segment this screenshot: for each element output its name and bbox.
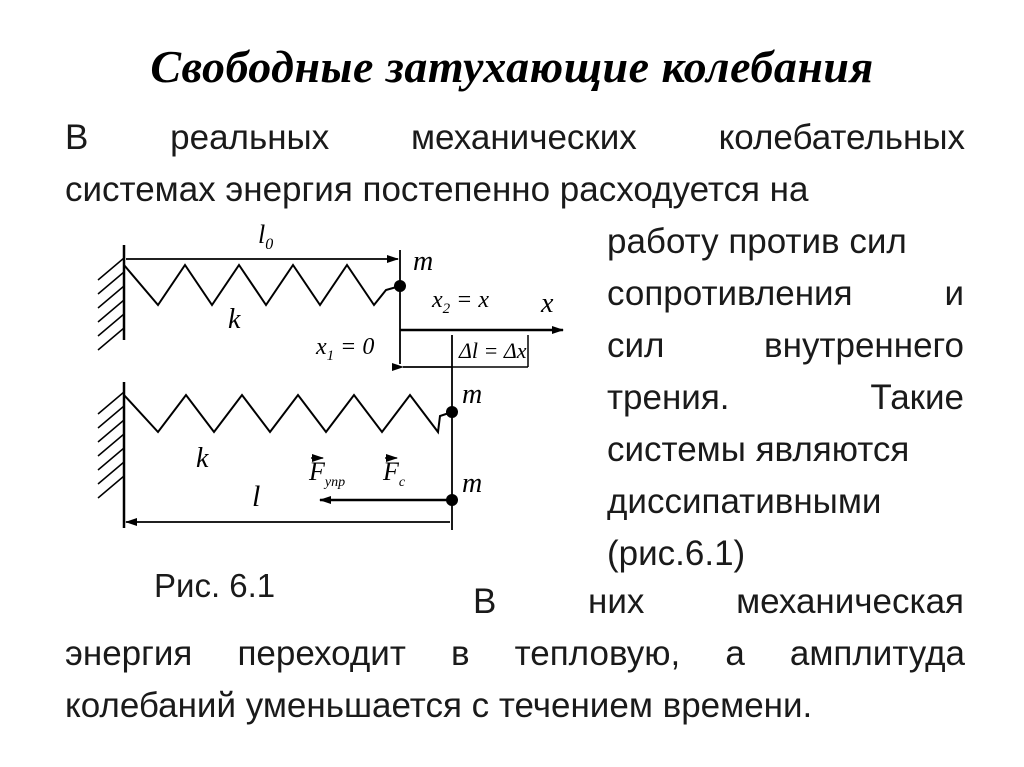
spring-bottom	[124, 395, 452, 432]
label-delta-l: Δl = Δx	[459, 338, 527, 363]
body-line-8: диссипативными	[607, 482, 882, 521]
label-x2: $x_2 = x$	[432, 287, 490, 317]
body-line-7: системы являются	[607, 430, 910, 469]
body-line-5: сил внутреннего	[607, 326, 964, 365]
svg-text:Fупр: $F_{упр}$	[309, 457, 346, 490]
label-l0: $l_0$	[258, 220, 274, 253]
label-l: l	[252, 480, 261, 513]
body-line-4: сопротивления и	[607, 274, 964, 313]
page-title: Свободные затухающие колебания	[150, 41, 874, 92]
figure-caption: Рис. 6.1	[154, 567, 276, 604]
label-f-c	[382, 457, 406, 490]
spring-top	[124, 265, 400, 305]
svg-text:Fс: $F_с$	[383, 457, 406, 490]
body-line-9: (рис.6.1)	[607, 534, 746, 573]
label-m-bottom: m	[462, 468, 483, 499]
body-line-12: колебаний уменьшается с течением времени.	[65, 686, 813, 725]
label-f-upr	[308, 457, 345, 490]
body-line-3: работу против сил	[607, 222, 907, 261]
label-k-bottom: k	[196, 443, 209, 474]
body-line-6: трения. Такие	[607, 378, 964, 417]
body-line-1: В реальных механических колебательных	[65, 118, 965, 157]
body-line-11: энергия переходит в тепловую, а амплитуда	[65, 634, 965, 673]
body-line-10: В них механическая	[473, 582, 964, 621]
label-k-top: k	[228, 304, 241, 335]
label-x-axis: x	[541, 288, 554, 319]
label-x1: $x_1 = 0$	[316, 334, 375, 364]
label-m-top: m	[413, 246, 434, 277]
label-m-middle: m	[462, 379, 483, 410]
wall-top	[98, 245, 124, 350]
body-line-2: системах энергия постепенно расходуется на	[65, 170, 809, 209]
wall-bottom	[98, 382, 124, 528]
